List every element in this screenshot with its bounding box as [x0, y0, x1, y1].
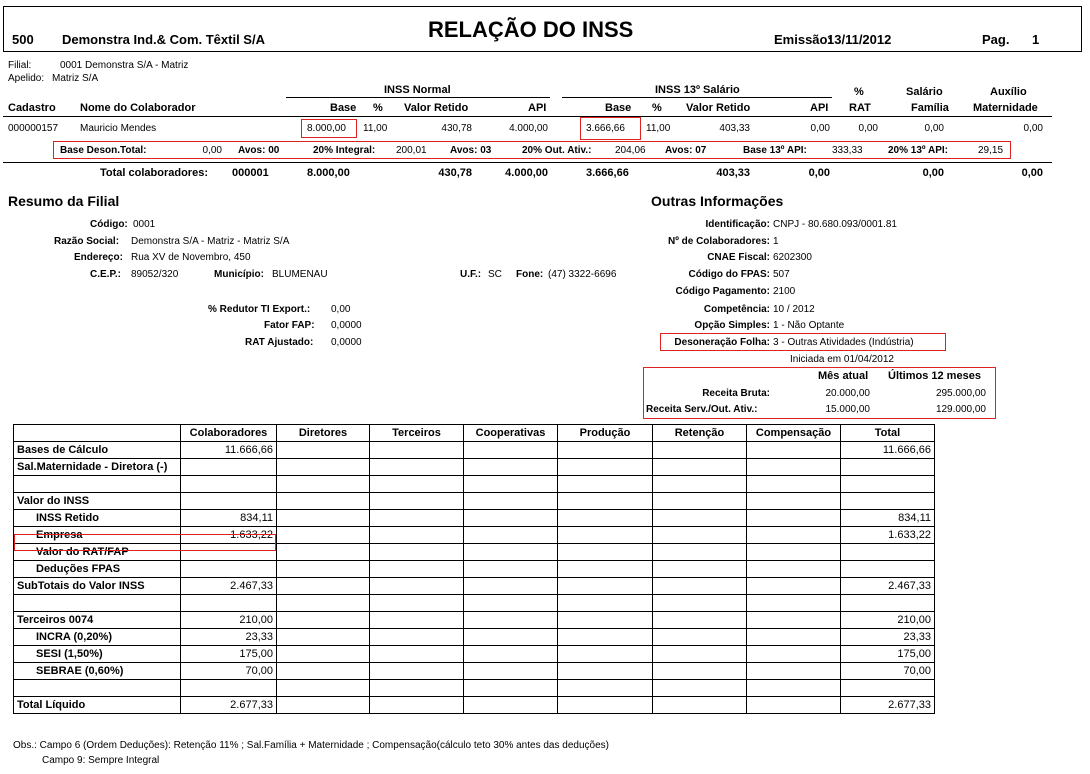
resumo-razao-label: Razão Social: — [54, 236, 120, 247]
summary-cell — [464, 629, 558, 646]
totals-api13: 0,00 — [808, 167, 830, 179]
col-maternidade: Maternidade — [973, 102, 1038, 114]
summary-cell — [464, 527, 558, 544]
outras-competencia-value: 10 / 2012 — [773, 304, 815, 315]
summary-cell-colaboradores: 2.677,33 — [181, 697, 277, 714]
summary-header-cell: Total — [841, 425, 935, 442]
summary-cell — [558, 612, 653, 629]
summary-row-label: Bases de Cálculo — [14, 442, 181, 459]
emp-maternidade: 0,00 — [1023, 123, 1043, 134]
resumo-cep-label: C.E.P.: — [90, 269, 121, 280]
highlight-empresa — [14, 534, 276, 551]
deson-base13api-label: Base 13º API: — [743, 145, 807, 156]
emp-api: 4.000,00 — [509, 123, 548, 134]
emp-rat: 0,00 — [858, 123, 878, 134]
summary-cell — [747, 561, 841, 578]
deson-avos1: Avos: 00 — [238, 145, 280, 156]
summary-cell-total — [841, 493, 935, 510]
summary-cell-total: 175,00 — [841, 646, 935, 663]
summary-cell-colaboradores — [181, 459, 277, 476]
emp-base: 8.000,00 — [307, 123, 346, 134]
emp-pct: 11,00 — [363, 123, 388, 134]
emp-valor-retido: 430,78 — [441, 123, 472, 134]
emp-pct13: 11,00 — [646, 123, 671, 134]
summary-cell — [370, 561, 464, 578]
page-number: 1 — [1032, 32, 1040, 47]
receita-bruta-mes: 20.000,00 — [825, 388, 870, 399]
col-cadastro: Cadastro — [8, 102, 56, 114]
summary-row — [14, 510, 935, 527]
summary-cell — [370, 578, 464, 595]
summary-cell — [464, 663, 558, 680]
summary-row-label: SubTotais do Valor INSS — [14, 578, 181, 595]
summary-header-cell: Cooperativas — [464, 425, 558, 442]
summary-cell — [277, 680, 370, 697]
totals-maternidade: 0,00 — [1021, 167, 1043, 179]
summary-cell — [747, 459, 841, 476]
summary-row — [14, 595, 935, 612]
summary-cell — [277, 578, 370, 595]
col-valor-retido13: Valor Retido — [686, 102, 751, 114]
summary-cell — [653, 527, 747, 544]
totals-familia: 0,00 — [922, 167, 944, 179]
outras-fpas-value: 507 — [773, 269, 790, 280]
summary-header-row — [14, 425, 935, 442]
summary-cell — [464, 544, 558, 561]
col-api: API — [528, 102, 547, 114]
resumo-uf-label: U.F.: — [460, 269, 482, 280]
summary-cell — [277, 459, 370, 476]
summary-cell — [370, 595, 464, 612]
col-auxilio-top: Auxílio — [990, 86, 1027, 98]
resumo-cep-value: 89052/320 — [131, 269, 179, 280]
summary-cell — [370, 646, 464, 663]
summary-cell — [464, 578, 558, 595]
summary-cell — [747, 510, 841, 527]
col-pct-top: % — [854, 86, 864, 98]
summary-cell — [558, 493, 653, 510]
summary-cell — [653, 510, 747, 527]
summary-row-label: SEBRAE (0,60%) — [14, 663, 181, 680]
summary-cell — [370, 527, 464, 544]
resumo-rat-label: RAT Ajustado: — [245, 337, 314, 348]
summary-cell — [747, 697, 841, 714]
summary-cell — [653, 442, 747, 459]
totals-label: Total colaboradores: — [100, 167, 208, 179]
summary-cell — [747, 442, 841, 459]
resumo-fap-label: Fator FAP: — [264, 320, 315, 331]
deson-integral-label: 20% Integral: — [313, 145, 376, 156]
resumo-razao-value: Demonstra S/A - Matriz - Matriz S/A — [131, 236, 290, 247]
summary-cell — [558, 527, 653, 544]
col-pct13: % — [652, 102, 662, 114]
emp-api13: 0,00 — [810, 123, 830, 134]
summary-row-label: Sal.Maternidade - Diretora (-) — [14, 459, 181, 476]
summary-cell — [558, 697, 653, 714]
summary-cell — [277, 646, 370, 663]
summary-cell-total — [841, 476, 935, 493]
summary-row-label: INSS Retido — [14, 510, 181, 527]
totals-base: 8.000,00 — [307, 167, 350, 179]
header-underline — [3, 116, 1052, 117]
outras-ident-value: CNPJ - 80.680.093/0001.81 — [773, 219, 897, 230]
resumo-municipio-label: Município: — [214, 269, 264, 280]
summary-cell — [653, 459, 747, 476]
summary-cell — [747, 493, 841, 510]
outras-iniciada: Iniciada em 01/04/2012 — [790, 354, 894, 365]
summary-cell — [370, 680, 464, 697]
summary-cell-total: 23,33 — [841, 629, 935, 646]
summary-row-label: Total Líquido — [14, 697, 181, 714]
summary-cell — [747, 629, 841, 646]
summary-cell — [277, 629, 370, 646]
summary-cell — [464, 646, 558, 663]
summary-cell-colaboradores: 11.666,66 — [181, 442, 277, 459]
summary-cell — [370, 629, 464, 646]
summary-cell — [558, 663, 653, 680]
summary-cell — [464, 442, 558, 459]
summary-cell-total — [841, 595, 935, 612]
outras-competencia-label: Competência: — [703, 304, 770, 315]
summary-cell — [277, 476, 370, 493]
resumo-endereco-value: Rua XV de Novembro, 450 — [131, 252, 251, 263]
summary-cell — [370, 663, 464, 680]
group-line-normal — [286, 97, 550, 98]
summary-row — [14, 663, 935, 680]
col-salario-top: Salário — [906, 86, 943, 98]
resumo-fap-value: 0,0000 — [331, 320, 362, 331]
outras-ncolab-label: Nº de Colaboradores: — [667, 236, 770, 247]
deson-base-label: Base Deson.Total: — [60, 145, 147, 156]
summary-header-cell: Diretores — [277, 425, 370, 442]
summary-cell-total: 2.677,33 — [841, 697, 935, 714]
outras-desoneracao-value: 3 - Outras Atividades (Indústria) — [773, 337, 914, 348]
summary-header-cell: Retenção — [653, 425, 747, 442]
receita-bruta-label: Receita Bruta: — [702, 388, 770, 399]
summary-cell — [653, 561, 747, 578]
emp-cadastro: 000000157 — [8, 123, 59, 134]
summary-cell-total: 834,11 — [841, 510, 935, 527]
totals-api: 4.000,00 — [505, 167, 548, 179]
summary-cell — [747, 680, 841, 697]
summary-row — [14, 697, 935, 714]
summary-row-label: Valor do INSS — [14, 493, 181, 510]
emission-date: 13/11/2012 — [827, 32, 892, 47]
summary-cell — [747, 646, 841, 663]
col-familia: Família — [911, 102, 949, 114]
outras-ncolab-value: 1 — [773, 236, 779, 247]
group-inss-normal: INSS Normal — [384, 84, 451, 96]
col-base: Base — [330, 102, 357, 114]
summary-cell — [747, 578, 841, 595]
summary-cell — [277, 510, 370, 527]
emp-nome: Mauricio Mendes — [80, 123, 157, 134]
page-label: Pag. — [982, 32, 1010, 47]
resumo-redutor-label: % Redutor TI Export.: — [208, 304, 311, 315]
resumo-endereco-label: Endereço: — [74, 252, 123, 263]
summary-cell — [464, 493, 558, 510]
summary-cell — [277, 561, 370, 578]
summary-cell — [277, 527, 370, 544]
outras-cnae-label: CNAE Fiscal: — [707, 252, 770, 263]
resumo-codigo-value: 0001 — [133, 219, 156, 230]
summary-cell — [370, 442, 464, 459]
col-valor-retido: Valor Retido — [404, 102, 469, 114]
summary-row-label — [14, 680, 181, 697]
summary-cell — [747, 595, 841, 612]
summary-row-label — [14, 595, 181, 612]
summary-row-label — [14, 476, 181, 493]
summary-cell-total — [841, 561, 935, 578]
summary-cell — [747, 476, 841, 493]
col-rat: RAT — [849, 102, 871, 114]
col-api13: API — [810, 102, 829, 114]
group-line-13 — [562, 97, 832, 98]
summary-cell — [464, 476, 558, 493]
summary-cell — [558, 595, 653, 612]
summary-row — [14, 680, 935, 697]
outras-simples-label: Opção Simples: — [694, 320, 770, 331]
summary-cell-colaboradores: 1.633,22 — [181, 527, 277, 544]
note-line-2: Campo 9: Sempre Integral — [42, 755, 160, 766]
summary-row-label: Deduções FPAS — [14, 561, 181, 578]
summary-cell-colaboradores — [181, 595, 277, 612]
deson-outativ-value: 204,06 — [615, 145, 646, 156]
receita-serv-label: Receita Serv./Out. Ativ.: — [646, 404, 758, 415]
summary-cell — [370, 697, 464, 714]
summary-cell — [747, 663, 841, 680]
summary-cell — [370, 476, 464, 493]
col-nome: Nome do Colaborador — [80, 102, 196, 114]
col-base13: Base — [605, 102, 632, 114]
summary-cell — [558, 629, 653, 646]
outras-pagamento-label: Código Pagamento: — [675, 286, 770, 297]
summary-cell — [370, 510, 464, 527]
summary-header-cell: Compensação — [747, 425, 841, 442]
emp-valor-retido13: 403,33 — [719, 123, 750, 134]
summary-cell-total — [841, 544, 935, 561]
summary-cell — [464, 697, 558, 714]
summary-row — [14, 459, 935, 476]
summary-cell-colaboradores: 23,33 — [181, 629, 277, 646]
summary-cell-colaboradores — [181, 561, 277, 578]
summary-cell — [653, 476, 747, 493]
deson-api13-label: 20% 13º API: — [888, 145, 948, 156]
summary-header-cell: Produção — [558, 425, 653, 442]
receita-serv-12: 129.000,00 — [935, 404, 986, 415]
summary-row — [14, 476, 935, 493]
resumo-fone-label: Fone: — [516, 269, 544, 280]
deson-avos3: Avos: 07 — [665, 145, 707, 156]
summary-cell — [464, 680, 558, 697]
resumo-codigo-label: Código: — [90, 219, 128, 230]
summary-cell — [747, 527, 841, 544]
summary-row — [14, 442, 935, 459]
summary-header-cell — [14, 425, 181, 442]
summary-cell — [653, 697, 747, 714]
filial-value: 0001 Demonstra S/A - Matriz — [60, 60, 189, 71]
emp-base13: 3.666,66 — [586, 123, 625, 134]
summary-cell-total — [841, 680, 935, 697]
summary-cell-colaboradores — [181, 476, 277, 493]
summary-cell — [558, 561, 653, 578]
summary-cell — [464, 612, 558, 629]
summary-cell — [558, 680, 653, 697]
summary-table — [13, 424, 935, 714]
totals-valor-retido13: 403,33 — [716, 167, 750, 179]
outras-title: Outras Informações — [651, 193, 784, 209]
summary-cell — [747, 544, 841, 561]
outras-ident-label: Identificação: — [705, 219, 770, 230]
summary-cell-colaboradores: 175,00 — [181, 646, 277, 663]
receita-ultimos-header: Últimos 12 meses — [888, 370, 981, 382]
outras-desoneracao-label: Desoneração Folha: — [674, 337, 770, 348]
resumo-municipio-value: BLUMENAU — [272, 269, 328, 280]
summary-cell-colaboradores: 2.467,33 — [181, 578, 277, 595]
summary-cell — [653, 629, 747, 646]
deson-base-value: 0,00 — [202, 145, 222, 156]
emission-label: Emissão: — [774, 32, 832, 47]
summary-cell — [464, 561, 558, 578]
summary-cell — [653, 493, 747, 510]
summary-cell — [653, 544, 747, 561]
deson-api13-value: 29,15 — [978, 145, 1004, 156]
summary-cell — [558, 459, 653, 476]
company-code: 500 — [12, 32, 34, 47]
summary-cell — [277, 544, 370, 561]
receita-bruta-12: 295.000,00 — [935, 388, 986, 399]
company-name: Demonstra Ind.& Com. Têxtil S/A — [62, 32, 265, 47]
totals-line — [3, 162, 1052, 163]
outras-fpas-label: Código do FPAS: — [688, 269, 770, 280]
summary-row — [14, 646, 935, 663]
summary-cell — [653, 612, 747, 629]
apelido-value: Matriz S/A — [52, 73, 99, 84]
summary-row-label: Terceiros 0074 — [14, 612, 181, 629]
summary-header-cell: Colaboradores — [181, 425, 277, 442]
outras-pagamento-value: 2100 — [773, 286, 796, 297]
summary-cell-total: 70,00 — [841, 663, 935, 680]
resumo-redutor-value: 0,00 — [331, 304, 351, 315]
resumo-fone-value: (47) 3322-6696 — [548, 269, 617, 280]
summary-cell — [370, 493, 464, 510]
totals-base13: 3.666,66 — [586, 167, 629, 179]
summary-cell-colaboradores: 70,00 — [181, 663, 277, 680]
summary-row-label: Valor do RAT/FAP — [14, 544, 181, 561]
summary-header-cell: Terceiros — [370, 425, 464, 442]
summary-cell-total: 11.666,66 — [841, 442, 935, 459]
summary-cell-total: 210,00 — [841, 612, 935, 629]
summary-row — [14, 629, 935, 646]
resumo-title: Resumo da Filial — [8, 193, 120, 209]
col-pct: % — [373, 102, 383, 114]
receita-mes-header: Mês atual — [818, 370, 869, 382]
note-line-1: Obs.: Campo 6 (Ordem Deduções): Retenção 11% ; Sal.Família + Maternidade ; Compensação(cálculo teto 30% antes das deduções) — [13, 740, 609, 751]
summary-cell — [370, 612, 464, 629]
summary-row — [14, 578, 935, 595]
group-inss-13: INSS 13º Salário — [655, 84, 740, 96]
report-title: RELAÇÃO DO INSS — [428, 17, 634, 42]
summary-cell — [558, 578, 653, 595]
deson-integral-value: 200,01 — [396, 145, 427, 156]
summary-cell — [653, 663, 747, 680]
totals-count: 000001 — [232, 167, 269, 179]
summary-cell — [277, 612, 370, 629]
summary-cell — [277, 595, 370, 612]
deson-outativ-label: 20% Out. Ativ.: — [522, 145, 592, 156]
apelido-label: Apelido: — [8, 73, 45, 84]
summary-cell — [558, 476, 653, 493]
summary-cell — [370, 544, 464, 561]
summary-cell — [464, 459, 558, 476]
summary-row — [14, 561, 935, 578]
totals-valor-retido: 430,78 — [438, 167, 472, 179]
summary-cell — [747, 612, 841, 629]
summary-cell — [464, 595, 558, 612]
summary-cell-total: 2.467,33 — [841, 578, 935, 595]
summary-cell-total — [841, 459, 935, 476]
receita-serv-mes: 15.000,00 — [825, 404, 870, 415]
summary-row-label: Empresa — [14, 527, 181, 544]
summary-cell-colaboradores: 834,11 — [181, 510, 277, 527]
summary-cell-colaboradores — [181, 493, 277, 510]
summary-cell-total: 1.633,22 — [841, 527, 935, 544]
filial-label: Filial: — [8, 60, 32, 71]
summary-row — [14, 612, 935, 629]
summary-cell — [653, 578, 747, 595]
summary-cell — [558, 510, 653, 527]
summary-cell — [464, 510, 558, 527]
summary-cell — [370, 459, 464, 476]
summary-cell-colaboradores — [181, 680, 277, 697]
summary-cell-colaboradores: 210,00 — [181, 612, 277, 629]
emp-familia: 0,00 — [924, 123, 944, 134]
summary-cell — [277, 493, 370, 510]
summary-cell — [277, 697, 370, 714]
summary-cell — [653, 595, 747, 612]
summary-row-label: INCRA (0,20%) — [14, 629, 181, 646]
summary-cell — [653, 646, 747, 663]
deson-base13api-value: 333,33 — [832, 145, 863, 156]
outras-cnae-value: 6202300 — [773, 252, 812, 263]
resumo-uf-value: SC — [488, 269, 502, 280]
summary-cell — [277, 663, 370, 680]
summary-cell — [558, 442, 653, 459]
summary-cell — [653, 680, 747, 697]
summary-row-label: SESI (1,50%) — [14, 646, 181, 663]
summary-cell — [558, 544, 653, 561]
summary-row — [14, 493, 935, 510]
outras-simples-value: 1 - Não Optante — [773, 320, 845, 331]
summary-cell — [558, 646, 653, 663]
summary-cell — [277, 442, 370, 459]
resumo-rat-value: 0,0000 — [331, 337, 362, 348]
deson-avos2: Avos: 03 — [450, 145, 492, 156]
